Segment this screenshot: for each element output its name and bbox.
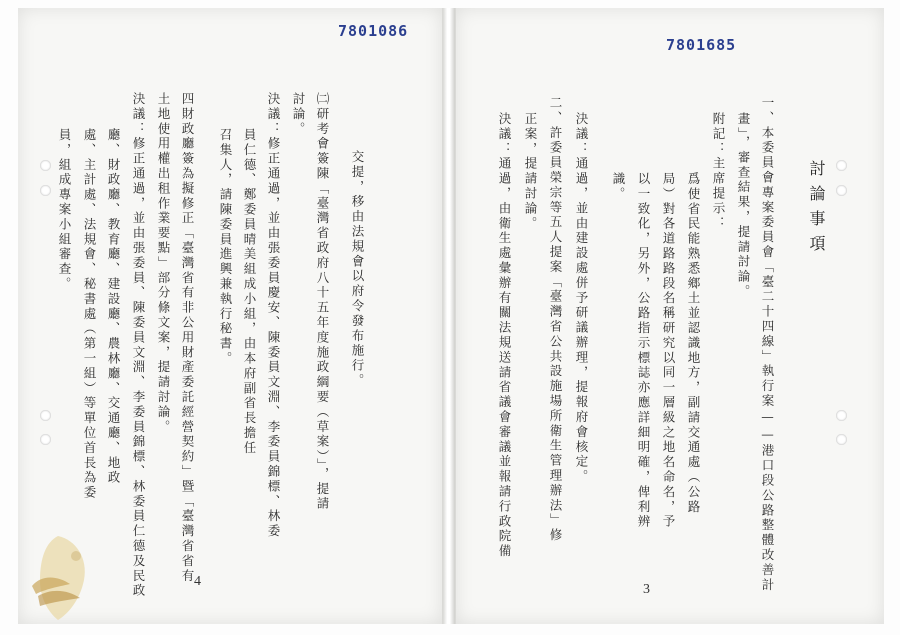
right-col-3: 附記：主席提示： [711,112,726,232]
binding-hole [40,160,51,171]
right-col-2: 畫」，審查結果，提請討論。 [736,112,751,300]
left-col-3: 討論。 [291,92,306,137]
right-col-5: 局）對各道路路段名稱研究以同一層級之地名命名，予 [661,172,676,530]
left-col-5: 員仁德、鄭委員晴美組成小組，由本府副省長擔任 [242,128,257,456]
binding-hole [836,410,847,421]
binding-hole [836,185,847,196]
binding-hole [40,185,51,196]
right-col-6: 以一致化，另外，公路指示標誌亦應詳細明確，俾利辨 [636,172,651,530]
binding-hole [40,434,51,445]
left-col-1: 交提，移由法規會以府令發布施行。 [350,150,365,389]
left-col-7: 四財政廳簽為擬修正「臺灣省有非公用財產委託經營契約」暨「臺灣省省有 [180,92,195,584]
right-col-7: 識。 [611,172,626,202]
archive-watermark-logo [18,528,106,624]
right-page-number: 3 [643,582,650,597]
right-col-1: 一、本委員會專案委員會「臺二十四線」執行案——港口段公路整體改善計 [760,96,775,593]
left-col-9: 決議：修正通過，並由張委員、陳委員文淵、李委員錦標、林委員仁德及民政 [131,92,146,599]
right-col-9: 二、許委員榮宗等五人提案「臺灣省公共設施場所衛生管理辦法」修 [548,96,563,543]
left-col-2: ㈡研考會簽陳「臺灣省政府八十五年度施政綱要（草案）」，提請 [315,92,330,512]
binding-hole [836,434,847,445]
binding-hole [836,160,847,171]
right-col-4: 爲使省民能熟悉鄉土並認識地方，副請交通處（公路 [686,172,701,515]
left-col-10: 廳、財政廳、教育廳、建設廳、農林廳、交通廳、地政 [106,128,121,486]
right-col-11: 決議：通過，由衛生處彙辦有關法規送請省議會審議並報請行政院備 [497,112,512,559]
left-page-stamp-number: 7801086 [338,22,409,40]
left-col-4: 決議：修正通過，並由張委員慶安、陳委員文淵、李委員錦標、林委 [266,92,281,539]
right-page-stamp-number: 7801685 [666,36,737,54]
left-page-number: 4 [194,574,201,589]
right-col-10: 正案，提請討論。 [523,112,538,232]
left-col-6: 召集人，請陳委員進興兼執行秘書。 [218,128,233,367]
binding-hole [40,410,51,421]
section-heading: 討論事項 [807,160,826,260]
left-col-12: 員，組成專案小組審查。 [57,128,72,292]
left-col-8: 土地使用權出租作業要點」部分條文案，提請討論。 [156,92,171,435]
left-col-11: 處、主計處、法規會、秘書處（第一組）等單位首長為委 [82,128,97,501]
binding-gutter [442,8,455,624]
right-col-8: 決議：通過，並由建設處併予研議辦理，提報府會核定。 [574,112,589,485]
